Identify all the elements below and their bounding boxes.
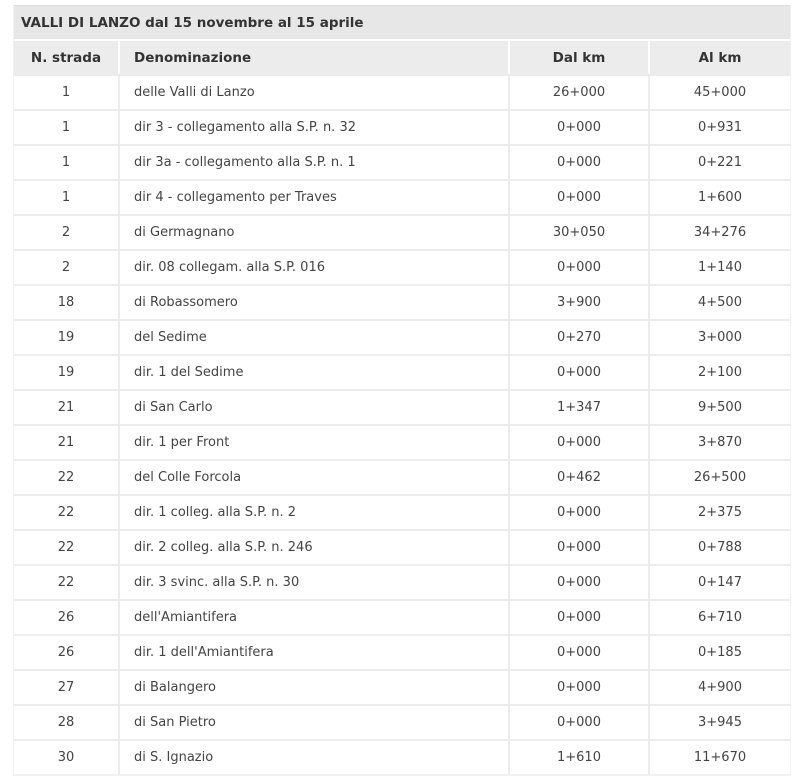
cell-road-number: 18	[14, 284, 120, 319]
table-row	[14, 599, 790, 634]
cell-road-number: 2	[14, 249, 120, 284]
cell-to-km: 45+000	[650, 74, 790, 109]
cell-from-km: 0+000	[510, 634, 650, 669]
cell-from-km: 3+900	[510, 284, 650, 319]
cell-to-km: 3+870	[650, 424, 790, 459]
cell-road-number: 21	[14, 424, 120, 459]
table-row	[14, 214, 790, 249]
cell-from-km: 0+000	[510, 424, 650, 459]
cell-road-name: dir 3 - collegamento alla S.P. n. 32	[120, 109, 510, 144]
cell-from-km: 0+000	[510, 599, 650, 634]
table-row	[14, 564, 790, 599]
cell-road-name: dir 3a - collegamento alla S.P. n. 1	[120, 144, 510, 179]
cell-road-number: 22	[14, 494, 120, 529]
table-row	[14, 669, 790, 704]
table-row	[14, 529, 790, 564]
cell-road-name: dir. 1 del Sedime	[120, 354, 510, 389]
table-row	[14, 144, 790, 179]
cell-from-km: 0+462	[510, 459, 650, 494]
table-caption: VALLI DI LANZO dal 15 novembre al 15 aprile	[14, 5, 790, 39]
cell-to-km: 11+670	[650, 739, 790, 774]
cell-from-km: 1+347	[510, 389, 650, 424]
cell-road-number: 26	[14, 599, 120, 634]
cell-road-name: dir. 3 svinc. alla S.P. n. 30	[120, 564, 510, 599]
table-row	[14, 109, 790, 144]
cell-road-number: 1	[14, 74, 120, 109]
cell-from-km: 0+000	[510, 109, 650, 144]
table-row	[14, 249, 790, 284]
cell-road-number: 28	[14, 704, 120, 739]
cell-road-name: delle Valli di Lanzo	[120, 74, 510, 109]
cell-to-km: 9+500	[650, 389, 790, 424]
cell-to-km: 0+147	[650, 564, 790, 599]
cell-to-km: 26+500	[650, 459, 790, 494]
table-row	[14, 284, 790, 319]
cell-road-name: dir. 1 per Front	[120, 424, 510, 459]
cell-from-km: 0+000	[510, 179, 650, 214]
cell-road-name: di Germagnano	[120, 214, 510, 249]
cell-road-name: dir 4 - collegamento per Traves	[120, 179, 510, 214]
table-row	[14, 739, 790, 774]
cell-road-name: dir. 1 colleg. alla S.P. n. 2	[120, 494, 510, 529]
table-row	[14, 424, 790, 459]
cell-road-number: 19	[14, 354, 120, 389]
cell-to-km: 0+788	[650, 529, 790, 564]
cell-from-km: 0+000	[510, 564, 650, 599]
cell-road-name: del Sedime	[120, 319, 510, 354]
cell-road-name: dir. 1 dell'Amiantifera	[120, 634, 510, 669]
cell-road-number: 19	[14, 319, 120, 354]
cell-from-km: 0+270	[510, 319, 650, 354]
cell-from-km: 0+000	[510, 144, 650, 179]
roads-table	[14, 39, 790, 774]
cell-from-km: 1+610	[510, 739, 650, 774]
table-row	[14, 74, 790, 109]
cell-from-km: 0+000	[510, 354, 650, 389]
cell-to-km: 3+945	[650, 704, 790, 739]
table-header-row	[14, 39, 790, 74]
cell-to-km: 3+000	[650, 319, 790, 354]
cell-from-km: 26+000	[510, 74, 650, 109]
cell-from-km: 0+000	[510, 249, 650, 284]
cell-road-name: dell'Amiantifera	[120, 599, 510, 634]
cell-road-name: di San Carlo	[120, 389, 510, 424]
cell-road-number: 2	[14, 214, 120, 249]
table-row	[14, 319, 790, 354]
cell-to-km: 0+185	[650, 634, 790, 669]
table-row	[14, 634, 790, 669]
cell-road-name: di San Pietro	[120, 704, 510, 739]
cell-from-km: 0+000	[510, 529, 650, 564]
cell-to-km: 2+375	[650, 494, 790, 529]
cell-road-name: di S. Ignazio	[120, 739, 510, 774]
cell-to-km: 34+276	[650, 214, 790, 249]
cell-to-km: 6+710	[650, 599, 790, 634]
cell-road-number: 1	[14, 179, 120, 214]
cell-road-number: 26	[14, 634, 120, 669]
table-row	[14, 494, 790, 529]
cell-road-name: dir. 08 collegam. alla S.P. 016	[120, 249, 510, 284]
cell-road-number: 1	[14, 144, 120, 179]
cell-to-km: 2+100	[650, 354, 790, 389]
cell-to-km: 1+140	[650, 249, 790, 284]
cell-road-name: del Colle Forcola	[120, 459, 510, 494]
cell-from-km: 0+000	[510, 494, 650, 529]
cell-to-km: 4+500	[650, 284, 790, 319]
cell-road-number: 30	[14, 739, 120, 774]
table-row	[14, 704, 790, 739]
header-to: Al km	[650, 39, 790, 74]
cell-road-number: 27	[14, 669, 120, 704]
cell-road-name: di Robassomero	[120, 284, 510, 319]
cell-to-km: 4+900	[650, 669, 790, 704]
header-from: Dal km	[510, 39, 650, 74]
roads-table-container	[13, 5, 791, 776]
table-body	[14, 74, 790, 774]
cell-road-number: 1	[14, 109, 120, 144]
table-row	[14, 179, 790, 214]
cell-to-km: 0+221	[650, 144, 790, 179]
table-row	[14, 459, 790, 494]
cell-from-km: 30+050	[510, 214, 650, 249]
cell-road-number: 22	[14, 564, 120, 599]
table-row	[14, 354, 790, 389]
table-row	[14, 389, 790, 424]
cell-road-number: 22	[14, 459, 120, 494]
cell-to-km: 1+600	[650, 179, 790, 214]
cell-from-km: 0+000	[510, 704, 650, 739]
cell-to-km: 0+931	[650, 109, 790, 144]
cell-from-km: 0+000	[510, 669, 650, 704]
cell-road-name: dir. 2 colleg. alla S.P. n. 246	[120, 529, 510, 564]
cell-road-number: 22	[14, 529, 120, 564]
cell-road-name: di Balangero	[120, 669, 510, 704]
header-name: Denominazione	[120, 39, 510, 74]
cell-road-number: 21	[14, 389, 120, 424]
header-num: N. strada	[14, 39, 120, 74]
